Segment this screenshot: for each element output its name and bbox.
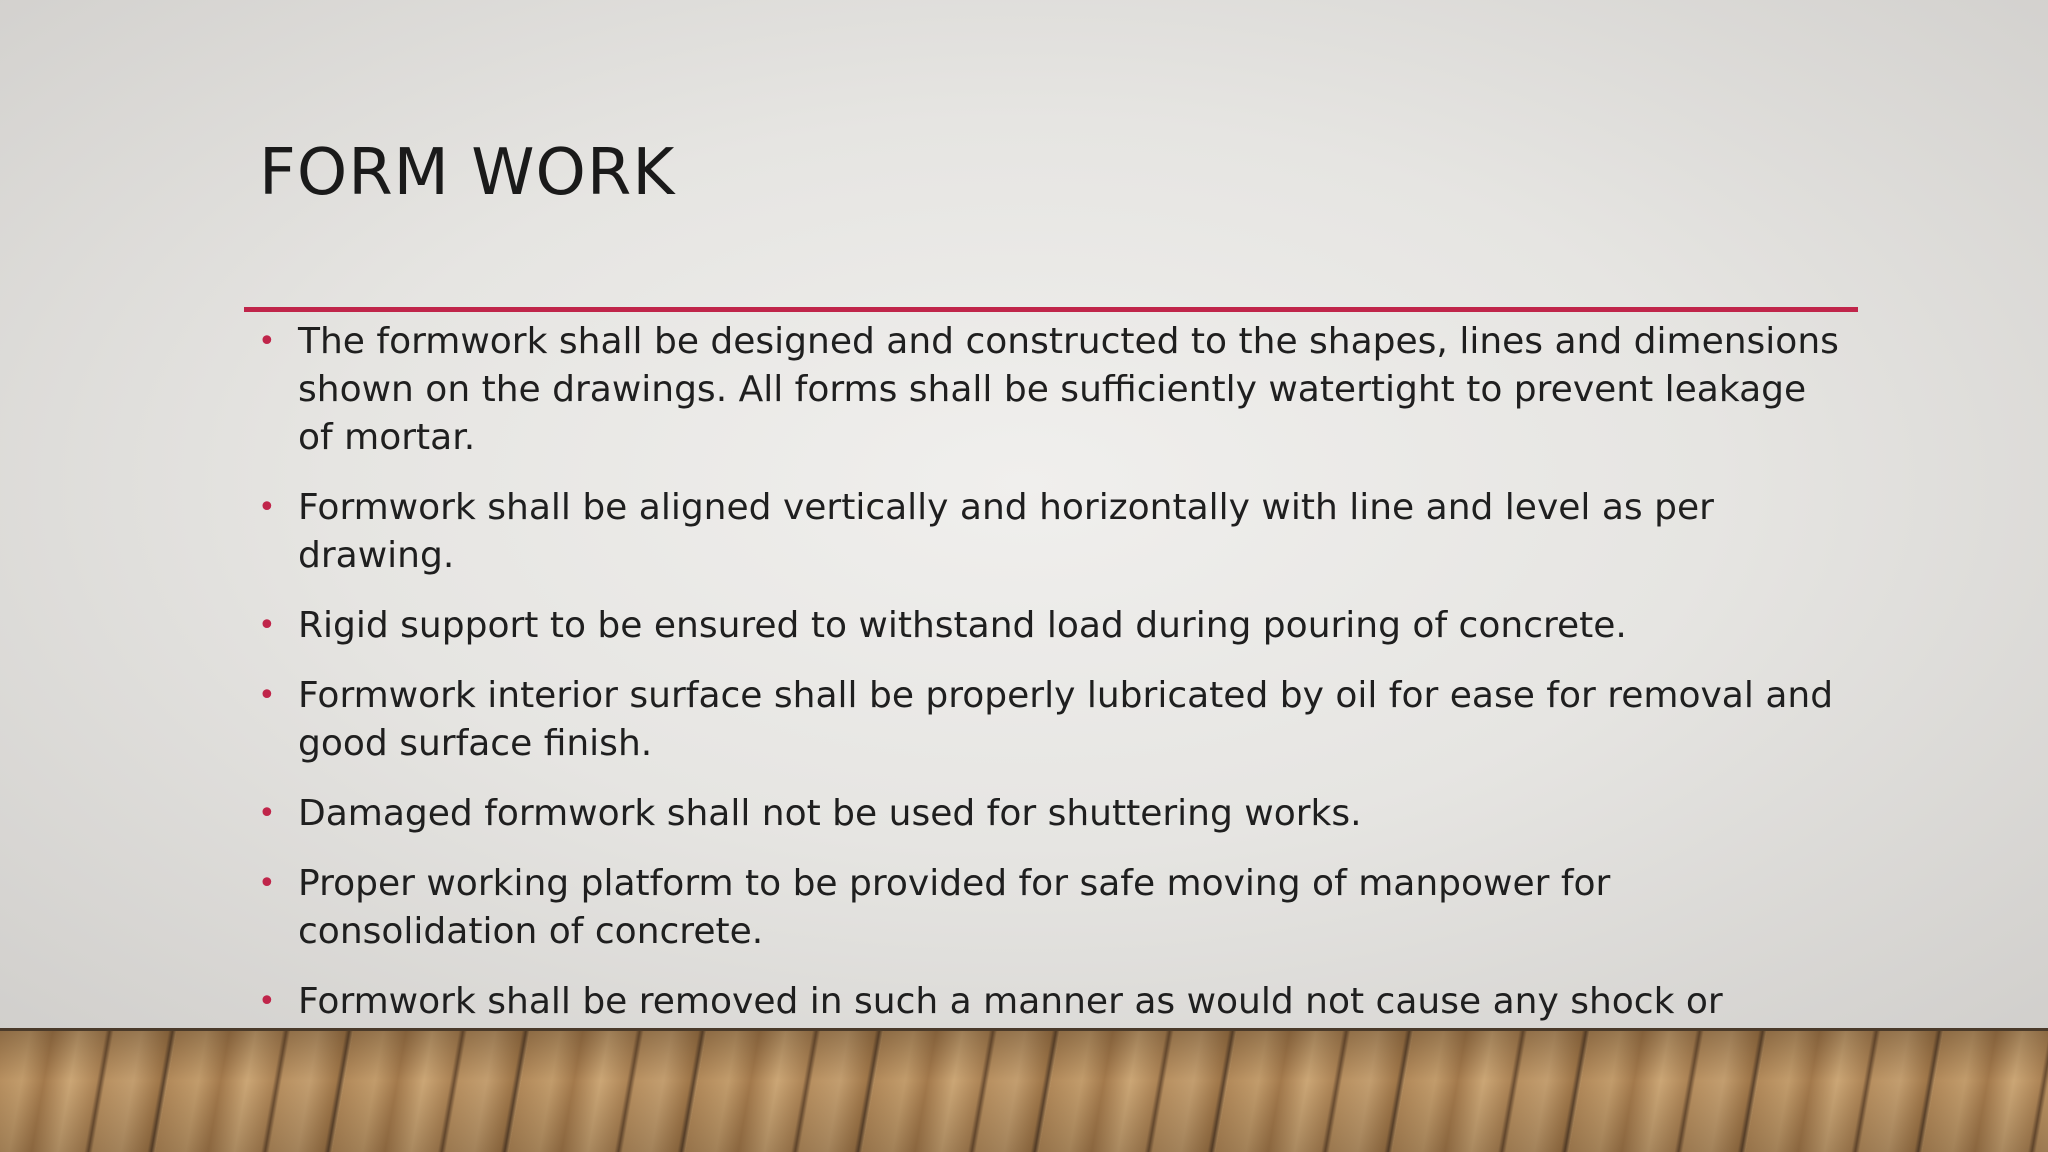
bullet-dot-icon: • — [258, 608, 276, 643]
bullet-text: Formwork shall be aligned vertically and horizontally with line and level as per drawing. — [298, 487, 1714, 576]
slide-title: FORM WORK — [259, 136, 676, 210]
bullet-item — [258, 672, 1848, 768]
bullet-dot-icon: • — [258, 490, 276, 525]
bullet-text: Proper working platform to be provided for safe moving of manpower for consolidation of concrete. — [298, 863, 1611, 952]
bullet-dot-icon: • — [258, 678, 276, 713]
bullet-item — [258, 484, 1848, 580]
bullet-list — [258, 318, 1848, 1096]
bullet-text: Formwork shall be removed in such a manner as would not cause any shock or — [298, 981, 1723, 1022]
wood-floor-background — [0, 1028, 2048, 1152]
bullet-text: The formwork shall be designed and constructed to the shapes, lines and dimensions shown on the drawings. All forms shall be sufficiently watertight to prevent leakage of mortar. — [298, 321, 1839, 458]
bullet-text: Formwork interior surface shall be properly lubricated by oil for ease for removal and good surface finish. — [298, 675, 1834, 764]
floor-shade — [0, 1031, 2048, 1152]
bullet-dot-icon: • — [258, 984, 276, 1019]
bullet-dot-icon: • — [258, 866, 276, 901]
bullet-item — [258, 318, 1848, 462]
bullet-item — [258, 860, 1848, 956]
bullet-text: Rigid support to be ensured to withstand load during pouring of concrete. — [298, 605, 1627, 646]
bullet-dot-icon: • — [258, 796, 276, 831]
bullet-item — [258, 602, 1848, 650]
bullet-item — [258, 790, 1848, 838]
title-divider — [244, 307, 1858, 312]
bullet-dot-icon: • — [258, 324, 276, 359]
bullet-text: Damaged formwork shall not be used for shuttering works. — [298, 793, 1362, 834]
